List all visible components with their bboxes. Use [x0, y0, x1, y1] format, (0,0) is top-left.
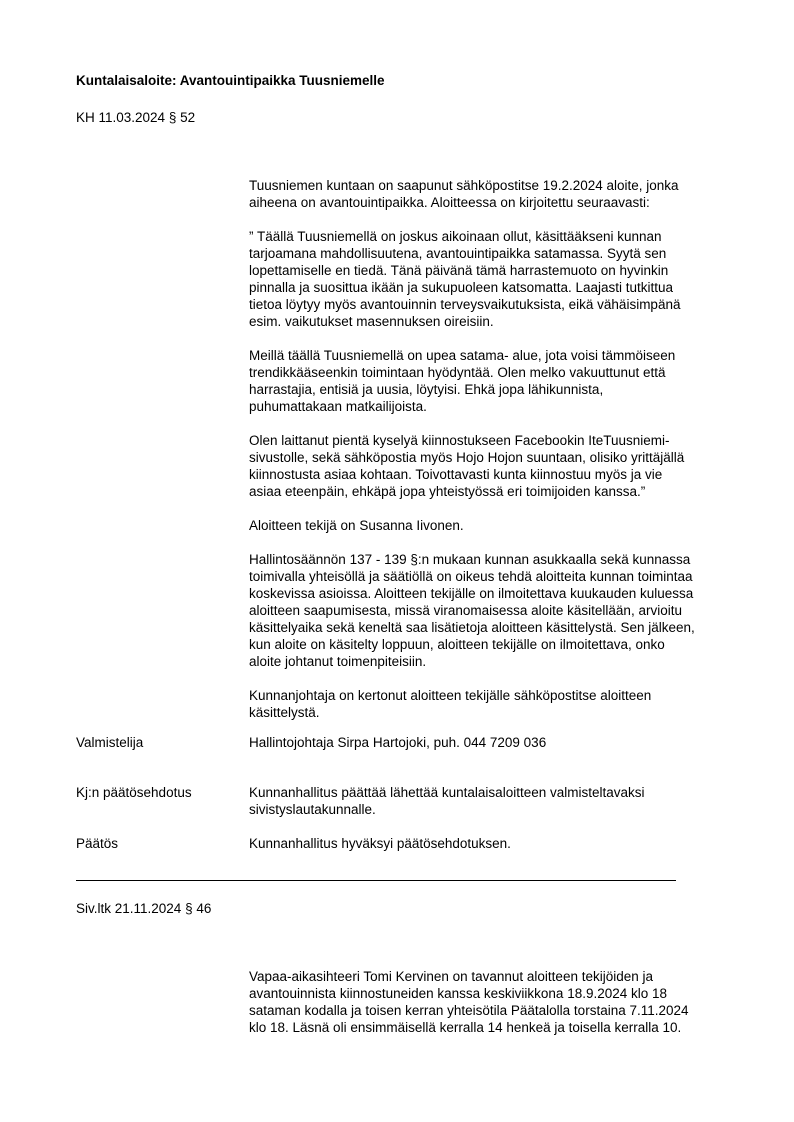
paragraph-manager-notified: Kunnanjohtaja on kertonut aloitteen tekijälle sähköpostitse aloitteen käsittelystä. — [249, 688, 652, 720]
paragraph-initiative-received: Tuusniemen kuntaan on saapunut sähköpostitse 19.2.2024 aloite, jonka aiheena on avantouintipaikka. Aloitteessa on kirjoitettu seuraavasti: — [249, 178, 679, 210]
paragraph-initiator: Aloitteen tekijä on Susanna Iivonen. — [249, 518, 464, 533]
preparer-value: Hallintojohtaja Sirpa Hartojoki, puh. 044 7209 036 — [249, 735, 547, 750]
decision-label: Päätös — [76, 836, 119, 851]
section-1-body — [249, 177, 739, 721]
paragraph-administrative-rule: Hallintosäännön 137 - 139 §:n mukaan kunnan asukkaalla sekä kunnassa toimivalla yhteisöllä ja säätiöllä on oikeus tehdä aloitteita kunnan toimintaa koskevissa asioissa. Aloitteen tekijälle on ilmoitettava kuukauden kuluessa aloitteen saapumisesta, missä viranomaisessa aloite käsitellään, arvioitu käsittelyaika sekä keneltä saa lisätietoja aloitteen käsittelystä. Sen jälkeen, kun aloite on käsitelty loppuun, aloitteen tekijälle on ilmoitettava, onko aloite johtanut toimenpiteisiin. — [249, 552, 695, 669]
proposal-value: Kunnanhallitus päättää lähettää kuntalaisaloitteen valmisteltavaksi sivistyslautakunnalle. — [249, 785, 645, 817]
meeting-reference-siv: Siv.ltk 21.11.2024 § 46 — [76, 901, 212, 916]
meeting-reference-kh: KH 11.03.2024 § 52 — [76, 110, 196, 125]
section-divider — [76, 880, 676, 881]
document-title: Kuntalaisaloite: Avantouintipaikka Tuusniemelle — [76, 73, 385, 88]
paragraph-meetings-held: Vapaa-aikasihteeri Tomi Kervinen on tavannut aloitteen tekijöiden ja avantouinnista kiinnostuneiden kanssa keskiviikkona 18.9.2024 klo 18 sataman kodalla ja toisen kerran yhteisötila Päätalolla torstaina 7.11.2024 klo 18. Läsnä oli ensimmäisellä kerralla 14 henkeä ja toisella kerralla 10. — [249, 969, 689, 1035]
paragraph-quote-part-1: ” Täällä Tuusniemellä on joskus aikoinaan ollut, käsittääkseni kunnan tarjoamana mahdollisuutena, avantouintipaikka satamassa. Syytä sen lopettamiselle en tiedä. Tänä päivänä tämä harrastemuoto on hyvinkin pinnalla ja suosittua ikään ja sukupuoleen katsomatta. Laajasti tutkittua tietoa löytyy myös avantouinnin terveysvaikutuksista, eikä vähäisimpänä esim. vaikutukset masennuksen oireisiin. — [249, 229, 681, 329]
section-2-body — [249, 968, 739, 1036]
paragraph-quote-part-2: Meillä täällä Tuusniemellä on upea satama- alue, jota voisi tämmöiseen trendikkääseenkin toimintaan hyödyntää. Olen melko vakuuttunut että harrastajia, entisiä ja uusia, löytyisi. Ehkä jopa lähikunnista, puhumattakaan matkailijoista. — [249, 348, 676, 414]
proposal-label: Kj:n päätösehdotus — [76, 785, 192, 800]
paragraph-quote-part-3: Olen laittanut pientä kyselyä kiinnostukseen Facebookin IteTuusniemi- sivustolle, sekä sähköpostia myös Hojo Hojon suuntaan, olisiko yrittäjällä kiinnostusta asiaa kohtaan. Toivottavasti kunta kiinnostuu myös ja vie asiaa eteenpäin, ehkäpä jopa yhteistyössä eri toimijoiden kanssa.” — [249, 433, 685, 499]
preparer-label: Valmistelija — [76, 735, 144, 750]
decision-value: Kunnanhallitus hyväksyi päätösehdotuksen. — [249, 836, 511, 851]
